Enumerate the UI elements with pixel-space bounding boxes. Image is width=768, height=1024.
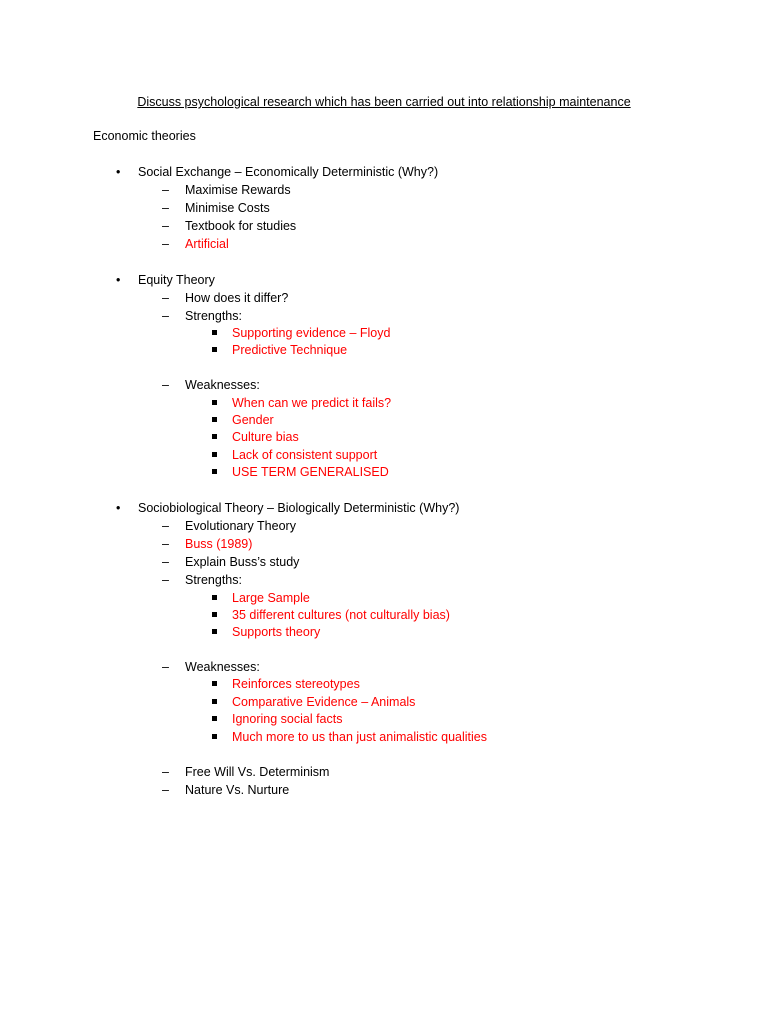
list-item: Reinforces stereotypes	[232, 677, 360, 691]
square-bullet-icon	[212, 452, 217, 457]
dash-icon: –	[162, 237, 169, 251]
dash-icon: –	[162, 555, 169, 569]
dash-icon: –	[162, 783, 169, 797]
list-item: Culture bias	[232, 430, 299, 444]
item-suffix: (Why?)	[394, 165, 439, 179]
list-item: Evolutionary Theory	[185, 519, 296, 533]
dash-icon: –	[162, 537, 169, 551]
list-item: Comparative Evidence – Animals	[232, 695, 416, 709]
list-item: Predictive Technique	[232, 343, 348, 357]
item-label: Social Exchange – Economically Deterministic	[138, 165, 395, 179]
square-bullet-icon	[212, 681, 217, 686]
list-item-sociobiological-theory	[138, 500, 459, 516]
dash-icon: –	[162, 219, 169, 233]
list-item: Weaknesses:	[185, 660, 260, 674]
list-item-social-exchange	[138, 164, 438, 180]
page-title: Discuss psychological research which has been carried out into relationship maintenance	[137, 95, 631, 109]
square-bullet-icon	[212, 417, 217, 422]
square-bullet-icon	[212, 330, 217, 335]
list-item: Strengths:	[185, 309, 242, 323]
list-item: Ignoring social facts	[232, 712, 343, 726]
list-item: How does it differ?	[185, 291, 289, 305]
list-item: Much more to us than just animalistic qualities	[232, 730, 487, 744]
square-bullet-icon	[212, 699, 217, 704]
dash-icon: –	[162, 291, 169, 305]
square-bullet-icon	[212, 400, 217, 405]
list-item: When can we predict it fails?	[232, 396, 392, 410]
bullet-dot-icon: •	[116, 273, 121, 287]
list-item: Lack of consistent support	[232, 448, 378, 462]
list-item: Supporting evidence – Floyd	[232, 326, 391, 340]
list-item: Strengths:	[185, 573, 242, 587]
square-bullet-icon	[212, 469, 217, 474]
list-item: Artificial	[185, 237, 229, 251]
list-item: Buss (1989)	[185, 537, 253, 551]
square-bullet-icon	[212, 347, 217, 352]
list-item: Explain Buss’s study	[185, 555, 300, 569]
square-bullet-icon	[212, 434, 217, 439]
bullet-dot-icon: •	[116, 165, 121, 179]
dash-icon: –	[162, 183, 169, 197]
list-item: Maximise Rewards	[185, 183, 291, 197]
item-suffix: (Why?)	[415, 501, 460, 515]
list-item: USE TERM GENERALISED	[232, 465, 389, 479]
item-label: Sociobiological Theory – Biologically Deterministic	[138, 501, 416, 515]
square-bullet-icon	[212, 716, 217, 721]
square-bullet-icon	[212, 612, 217, 617]
section-heading: Economic theories	[93, 129, 196, 143]
square-bullet-icon	[212, 595, 217, 600]
list-item: Textbook for studies	[185, 219, 297, 233]
square-bullet-icon	[212, 629, 217, 634]
list-item: Weaknesses:	[185, 378, 260, 392]
dash-icon: –	[162, 519, 169, 533]
list-item: 35 different cultures (not culturally bias)	[232, 608, 450, 622]
square-bullet-icon	[212, 734, 217, 739]
list-item: Supports theory	[232, 625, 321, 639]
dash-icon: –	[162, 201, 169, 215]
dash-icon: –	[162, 765, 169, 779]
bullet-dot-icon: •	[116, 501, 121, 515]
list-item: Free Will Vs. Determinism	[185, 765, 330, 779]
list-item: Minimise Costs	[185, 201, 270, 215]
dash-icon: –	[162, 378, 169, 392]
list-item: Large Sample	[232, 591, 310, 605]
dash-icon: –	[162, 660, 169, 674]
list-item: Nature Vs. Nurture	[185, 783, 290, 797]
list-item-equity-theory: Equity Theory	[138, 273, 215, 287]
dash-icon: –	[162, 309, 169, 323]
dash-icon: –	[162, 573, 169, 587]
list-item: Gender	[232, 413, 274, 427]
